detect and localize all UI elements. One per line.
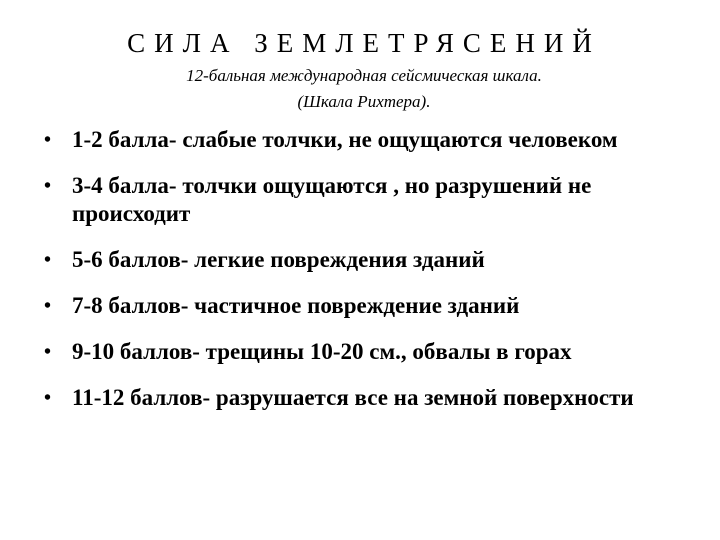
subtitle-richter: (Шкала Рихтера). bbox=[297, 92, 431, 111]
list-item-text: 1-2 балла- слабые толчки, не ощущаются человеком bbox=[72, 127, 618, 152]
list-item-text: 11-12 баллов- разрушается все на земной поверхности bbox=[72, 385, 634, 410]
list-item bbox=[44, 172, 684, 228]
list-item bbox=[44, 338, 684, 366]
list-item-text: 7-8 баллов- частичное повреждение зданий bbox=[72, 293, 520, 318]
list-item-text: 5-6 баллов- легкие повреждения зданий bbox=[72, 247, 485, 272]
bullet-icon: • bbox=[44, 249, 52, 271]
bullet-list bbox=[44, 126, 684, 430]
bullet-icon: • bbox=[44, 387, 52, 409]
bullet-icon: • bbox=[44, 341, 52, 363]
list-item-text: 9-10 баллов- трещины 10-20 см., обвалы в горах bbox=[72, 339, 572, 364]
bullet-icon: • bbox=[44, 295, 52, 317]
list-item-text: 3-4 балла- толчки ощущаются , но разрушений не происходит bbox=[72, 173, 592, 226]
list-item bbox=[44, 292, 684, 320]
slide-title: СИЛА ЗЕМЛЕТРЯСЕНИЙ bbox=[127, 28, 601, 58]
list-item bbox=[44, 384, 684, 412]
list-item bbox=[44, 246, 684, 274]
subtitle-scale-name: 12-бальная международная сейсмическая шкала. bbox=[186, 66, 542, 85]
bullet-icon: • bbox=[44, 175, 52, 197]
bullet-icon: • bbox=[44, 129, 52, 151]
list-item bbox=[44, 126, 684, 154]
